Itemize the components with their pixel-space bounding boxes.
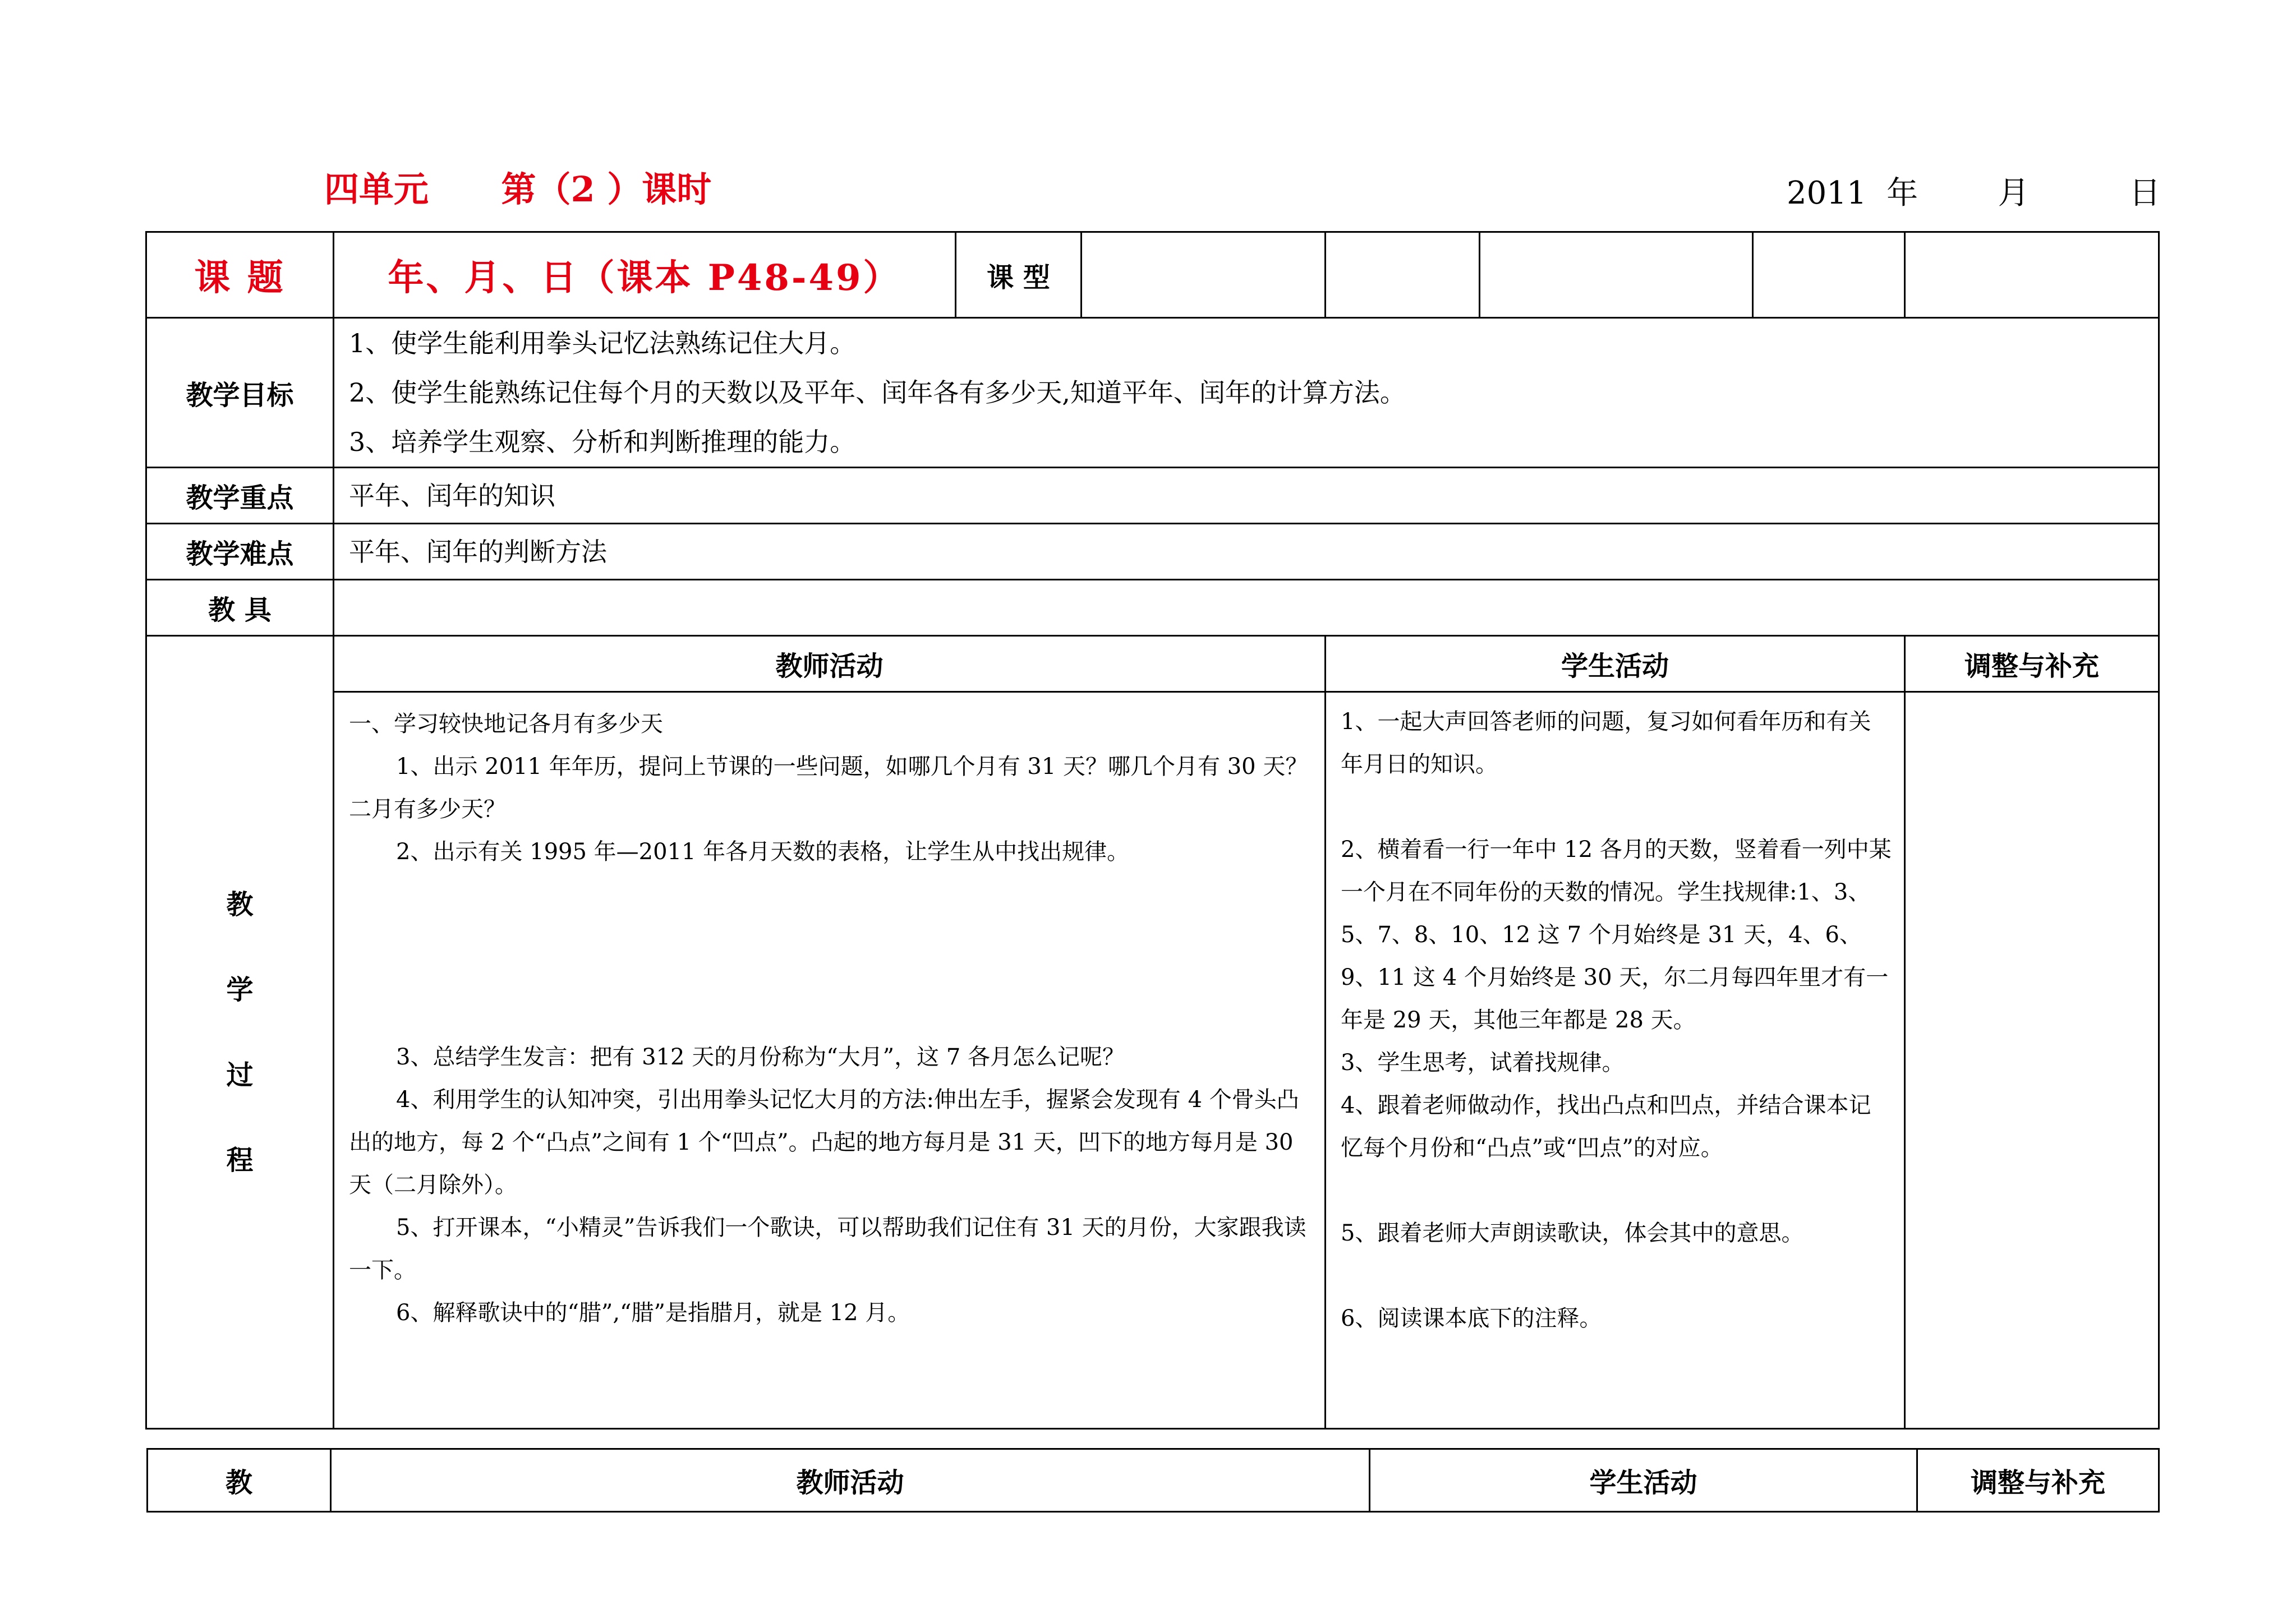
teacher-line: 1、出示 2011 年年历，提问上节课的一些问题，如哪几个月有 31 天？哪几个月有 30 天？二月有多少天？ xyxy=(349,754,1308,822)
process-label-char: 学 xyxy=(226,974,254,1006)
lesson-date: 2011 年 月 日 xyxy=(1787,175,2161,211)
continuation-teacher-header: 教师活动 xyxy=(331,1449,1370,1512)
continuation-label: 教 xyxy=(148,1449,331,1512)
blank-cell xyxy=(1480,232,1753,318)
student-line: 1、一起大声回答老师的问题，复习如何看年历和有关年月日的知识。 xyxy=(1341,709,1871,777)
teacher-line: 6、解释歌诀中的“腊”,“腊”是指腊月，就是 12 月。 xyxy=(396,1300,910,1326)
student-line: 6、阅读课本底下的注释。 xyxy=(1341,1306,1602,1331)
teacher-line: 一、学习较快地记各月有多少天 xyxy=(349,711,663,737)
unit-lesson-title: 四单元 第（2 ）课时 xyxy=(324,169,712,210)
teacher-line: 3、总结学生发言：把有 312 天的月份称为“大月”，这 7 各月怎么记呢？ xyxy=(396,1044,1125,1070)
continuation-table xyxy=(146,1448,2160,1513)
process-label-char: 教 xyxy=(226,888,254,920)
student-line: 3、学生思考，试着找规律。 xyxy=(1341,1050,1625,1076)
process-label-char: 程 xyxy=(226,1144,254,1176)
difficulty-label: 教学难点 xyxy=(146,524,334,580)
teacher-line: 4、利用学生的认知冲突，引出用拳头记忆大月的方法:伸出左手，握紧会发现有 4 个骨头凸出的地方，每 2 个“凸点”之间有 1 个“凹点”。凸起的地方每月是 31 天，凹下的地方每月是 30 天（二月除外）。 xyxy=(349,1087,1299,1198)
teacher-activity-content xyxy=(334,692,1326,1429)
continuation-student-header: 学生活动 xyxy=(1370,1449,1917,1512)
blank-cell xyxy=(1326,232,1480,318)
lesson-type-cell xyxy=(1082,232,1326,318)
objectives-label: 教学目标 xyxy=(146,318,334,468)
objectives-row xyxy=(146,318,2159,468)
tools-label: 教 具 xyxy=(146,580,334,636)
tools-row xyxy=(146,580,2159,636)
process-label xyxy=(146,636,334,1429)
student-activity-content xyxy=(1326,692,1905,1429)
key-point-label: 教学重点 xyxy=(146,468,334,524)
adjust-content xyxy=(1905,692,2159,1429)
continuation-adjust-header: 调整与补充 xyxy=(1917,1449,2159,1512)
topic-label: 课 题 xyxy=(146,232,334,318)
process-header-row xyxy=(146,636,2159,692)
student-line: 4、跟着老师做动作，找出凸点和凹点，并结合课本记忆每个月份和“凸点”或“凹点”的对应。 xyxy=(1341,1092,1871,1161)
objective-item: 3、培养学生观察、分析和判断推理的能力。 xyxy=(349,427,856,457)
process-label-char: 过 xyxy=(226,1059,254,1091)
teacher-line: 5、打开课本，“小精灵”告诉我们一个歌诀，可以帮助我们记住有 31 天的月份，大家跟我读一下。 xyxy=(349,1215,1306,1283)
tools-value xyxy=(334,580,2159,636)
blank-cell xyxy=(1905,232,2159,318)
continuation-header-row xyxy=(148,1449,2159,1512)
objectives-content xyxy=(334,318,2159,468)
blank-cell xyxy=(1753,232,1905,318)
student-activity-header: 学生活动 xyxy=(1326,636,1905,692)
topic-row xyxy=(146,232,2159,318)
difficulty-value: 平年、闰年的判断方法 xyxy=(334,524,2159,580)
objective-item: 2、使学生能熟练记住每个月的天数以及平年、闰年各有多少天,知道平年、闰年的计算方法。 xyxy=(349,377,1406,408)
teacher-line: 2、出示有关 1995 年—2011 年各月天数的表格，让学生从中找出规律。 xyxy=(396,839,1130,865)
key-point-row xyxy=(146,468,2159,524)
adjust-header: 调整与补充 xyxy=(1905,636,2159,692)
student-line: 5、跟着老师大声朗读歌诀，体会其中的意思。 xyxy=(1341,1220,1804,1246)
process-content-row xyxy=(146,692,2159,1429)
lesson-type-label: 课 型 xyxy=(956,232,1082,318)
key-point-value: 平年、闰年的知识 xyxy=(334,468,2159,524)
student-line: 2、横着看一行一年中 12 各月的天数，竖着看一列中某一个月在不同年份的天数的情况。学生找规律:1、3、5、7、8、10、12 这 7 个月始终是 31 天，4、6、9、11 这 4 个月始终是 30 天，尔二月每四年里才有一年是 29 天，其他三年都是 28 天。 xyxy=(1341,837,1892,1033)
lesson-topic: 年、月、日（课本 P48-49） xyxy=(334,232,956,318)
difficulty-row xyxy=(146,524,2159,580)
objective-item: 1、使学生能利用拳头记忆法熟练记住大月。 xyxy=(349,328,856,358)
teacher-activity-header: 教师活动 xyxy=(334,636,1326,692)
lesson-plan-table xyxy=(145,231,2160,1430)
